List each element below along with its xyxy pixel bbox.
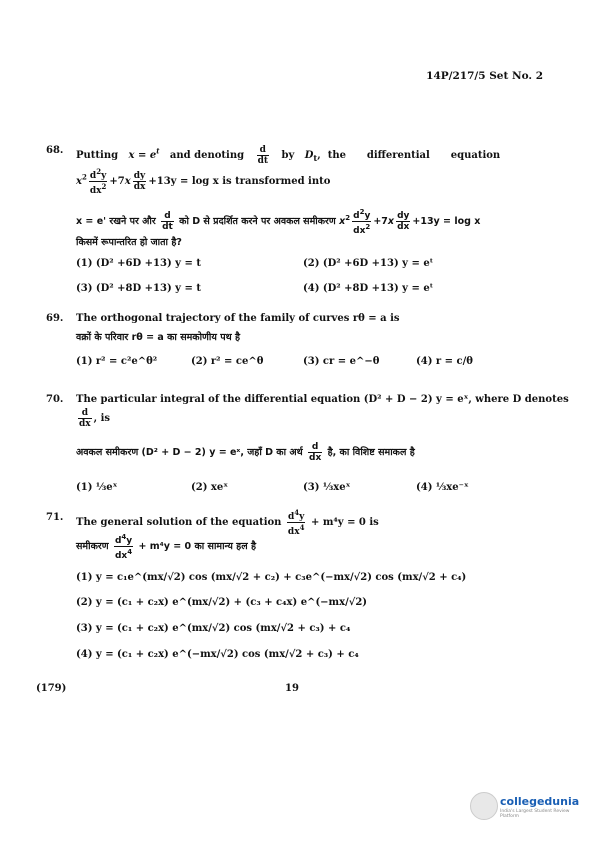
question-text-hi: अवकल समीकरण (D² + D − 2) y = eˣ, जहाँ D का अर्थ $\frac{d}{dx}$ है, का विशिष्ट समाकल है [76, 442, 415, 463]
page-number: 19 [285, 683, 299, 694]
question-equation-en: $x^2$ $\frac{d^2y}{dx^2}$ +7x $\frac{dy}{dx}$ +13y = log x is transformed into [76, 167, 331, 196]
question-68 [46, 145, 546, 270]
collegedunia-logo [470, 792, 580, 824]
question-text-en: The particular integral of the differential equation (D² + D − 2) y = eˣ, where D denotes [76, 394, 569, 405]
logo-tagline: India's Largest Student Review Platform [500, 809, 570, 819]
question-text-hi: x = e' रखने पर और $\frac{d}{dt}$ को D से प्रदर्शित करने पर अवकल समीकरण $x^2$ $\frac{d^2y}{dx^2}$ +7x $\frac{dy}{dx}$ +13y = log x [76, 208, 481, 236]
question-number: 68. [46, 145, 64, 156]
footer-code: (179) [36, 683, 67, 694]
option-1: (1) ⅓eˣ [76, 482, 118, 493]
question-68-options-b [46, 283, 546, 297]
option-3: (3) y = (c₁ + c₂x) e^(mx/√2) cos (mx/√2 + c₃) + c₄ [76, 623, 351, 634]
option-4: (4) ⅓xe⁻ˣ [416, 482, 469, 493]
question-text-hi-2: किसमें रूपान्तरित हो जाता है? [76, 237, 182, 248]
question-text-hi: समीकरण $\frac{d^4y}{dx^4}$ + m⁴y = 0 का सामान्य हल है [76, 533, 257, 561]
question-text-en-2: $\frac{d}{dx}$ , is [79, 408, 111, 429]
option-3: (3) ⅓xeˣ [303, 482, 351, 493]
question-text-en: The orthogonal trajectory of the family of curves rθ = a is [76, 313, 400, 324]
option-1: (1) (D² +6D +13) y = t [76, 258, 201, 269]
option-3: (3) (D² +8D +13) y = t [76, 283, 201, 294]
option-1: (1) y = c₁e^(mx/√2) cos (mx/√2 + c₂) + c₃e^(−mx/√2) cos (mx/√2 + c₄) [76, 572, 467, 583]
option-4: (4) y = (c₁ + c₂x) e^(−mx/√2) cos (mx/√2 + c₃) + c₄ [76, 649, 359, 660]
question-text-en: Putting $x = e^t$ and denoting $\frac{d}{dt}$ by $D_t$, the differential equation [76, 145, 501, 166]
set-code: 14P/217/5 Set No. 2 [426, 70, 543, 82]
option-2: (2) r² = ce^θ [191, 356, 264, 367]
option-4: (4) r = c/θ [416, 356, 473, 367]
question-71 [46, 508, 546, 668]
question-number: 71. [46, 512, 64, 523]
question-number: 70. [46, 394, 64, 405]
question-text-hi: वक्रों के परिवार rθ = a का समकोणीय पथ है [76, 332, 241, 343]
question-70 [46, 394, 569, 499]
option-2: (2) (D² +6D +13) y = eᵗ [303, 258, 434, 269]
option-2: (2) xeˣ [191, 482, 228, 493]
logo-text: collegedunia [500, 795, 580, 808]
question-number: 69. [46, 313, 64, 324]
option-2: (2) y = (c₁ + c₂x) e^(mx/√2) + (c₃ + c₄x) e^(−mx/√2) [76, 597, 368, 608]
logo-mascot-icon [470, 792, 498, 820]
option-4: (4) (D² +8D +13) y = eᵗ [303, 283, 434, 294]
option-3: (3) cr = e^−θ [303, 356, 380, 367]
question-text-en: The general solution of the equation $\frac{d^4y}{dx^4}$ + m⁴y = 0 is [76, 508, 379, 537]
option-1: (1) r² = c²e^θ² [76, 356, 158, 367]
question-69 [46, 313, 546, 373]
